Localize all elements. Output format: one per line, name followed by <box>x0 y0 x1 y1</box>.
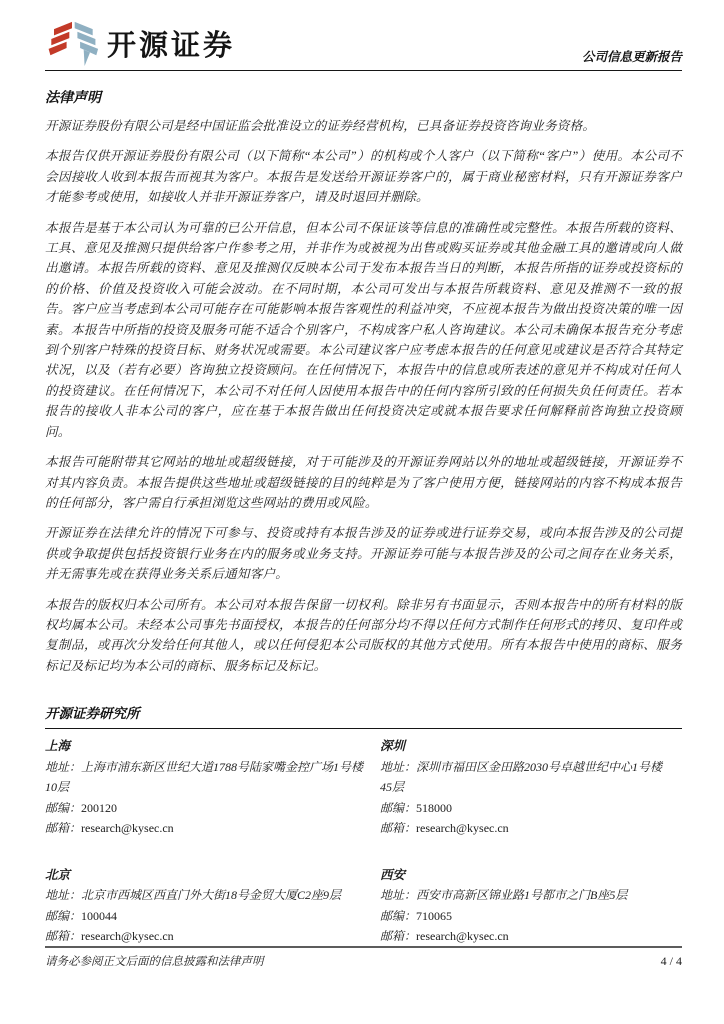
office-beijing <box>45 865 380 947</box>
email-label: 邮箱： <box>380 929 417 944</box>
zip-label: 邮编： <box>380 800 417 815</box>
address-value: 西安市高新区锦业路1号都市之门B座5层 <box>416 888 628 903</box>
zip-value: 100044 <box>81 908 118 923</box>
zip-value: 200120 <box>81 800 118 815</box>
office-email-row <box>380 818 674 839</box>
legal-paragraph-3: 本报告是基于本公司认为可靠的已公开信息，但本公司不保证该等信息的准确性或完整性。本报告所载的资料、工具、意见及推测只提供给客户作参考之用，并非作为或被视为出售或购买证券或其他金融工具的邀请或向人做出邀请。本报告所载的资料、意见及推测仅反映本公司于发布本报告当日的判断，本报告所指的证券或投资标的的价格、价值及投资收入可能会波动。在不同时期，本公司可发出与本报告所载资料、意见及推测不一致的报告。客户应当考虑到本公司可能存在可能影响本报告客观性的利益冲突，不应视本报告为做出投资决策的唯一因素。本报告中所指的投资及服务可能不适合个别客户，不构成客户私人咨询建议。本公司未确保本报告充分考虑到个别客户特殊的投资目标、财务状况或需要。本公司建议客户应考虑本报告的任何意见或建议是否符合其特定状况，以及（若有必要）咨询独立投资顾问。在任何情况下，本报告中的信息或所表述的意见并不构成对任何人的投资建议。在任何情况下，本公司不对任何人因使用本报告中的任何内容所引致的任何损失负任何责任。若本报告的接收人非本公司的客户，应在基于本报告做出任何投资决定或就本报告要求任何解释前咨询独立投资顾问。 <box>45 220 682 439</box>
office-city-label: 上海 <box>45 739 71 754</box>
offices-grid <box>45 729 682 947</box>
address-label: 地址： <box>380 759 417 774</box>
zip-value: 710065 <box>416 908 453 923</box>
brand-name: 开源证券 <box>107 30 236 62</box>
office-shenzhen <box>380 736 682 839</box>
address-value: 深圳市福田区金田路2030号卓越世纪中心1号楼45层 <box>380 759 663 795</box>
legal-paragraph-6: 本报告的版权归本公司所有。本公司对本报告保留一切权利。除非另有书面显示，否则本报告中的所有材料的版权均属本公司。未经本公司事先书面授权，本报告的任何部分均不得以任何方式制作任何形式的拷贝、复印件或复制品，或再次分发给任何其他人，或以任何侵犯本公司版权的其他方式使用。所有本报告中使用的商标、服务标记及标记均为本公司的商标、服务标记及标记。 <box>45 597 682 673</box>
email-value: research@kysec.cn <box>416 929 509 944</box>
brand-logo-icon <box>45 20 99 67</box>
zip-label: 邮编： <box>45 908 82 923</box>
address-label: 地址： <box>45 888 82 903</box>
legal-paragraph-1: 开源证券股份有限公司是经中国证监会批准设立的证券经营机构，已具备证券投资咨询业务资格。 <box>45 119 596 133</box>
email-label: 邮箱： <box>45 929 82 944</box>
office-xian <box>380 865 682 947</box>
research-institute-section <box>45 702 682 947</box>
page-number: 4 / 4 <box>660 954 682 968</box>
email-value: research@kysec.cn <box>416 821 509 836</box>
office-email-row <box>45 926 372 947</box>
office-zip-row <box>380 906 674 927</box>
brand <box>45 20 235 67</box>
office-address-row <box>45 757 372 798</box>
email-label: 邮箱： <box>45 821 82 836</box>
footer-disclaimer: 请务必参阅正文后面的信息披露和法律声明 <box>45 956 264 968</box>
office-shanghai <box>45 736 380 839</box>
footer <box>45 946 682 969</box>
office-city-label: 西安 <box>380 867 406 882</box>
legal-statement-title: 法律声明 <box>45 91 101 106</box>
header <box>45 0 682 71</box>
research-institute-title: 开源证券研究所 <box>45 702 682 729</box>
office-address-row <box>45 885 372 906</box>
legal-paragraph-5: 开源证券在法律允许的情况下可参与、投资或持有本报告涉及的证券或进行证券交易，或向本报告涉及的公司提供或争取提供包括投资银行业务在内的服务或业务支持。开源证券可能与本报告涉及的公司之间存在业务关系，并无需事先或在获得业务关系后通知客户。 <box>45 526 682 582</box>
office-zip-row <box>380 798 674 819</box>
address-label: 地址： <box>45 759 82 774</box>
office-address-row <box>380 757 674 798</box>
address-value: 北京市西城区西直门外大街18号金贸大厦C2座9层 <box>81 888 342 903</box>
address-label: 地址： <box>380 888 417 903</box>
zip-label: 邮编： <box>45 800 82 815</box>
office-email-row <box>380 926 674 947</box>
zip-label: 邮编： <box>380 908 417 923</box>
office-zip-row <box>45 906 372 927</box>
zip-value: 518000 <box>416 800 453 815</box>
legal-paragraph-2: 本报告仅供开源证券股份有限公司（以下简称“本公司”）的机构或个人客户（以下简称“客户”）使用。本公司不会因接收人收到本报告而视其为客户。本报告是发送给开源证券客户的，属于商业秘密材料，只有开源证券客户才能参考或使用，如接收人并非开源证券客户，请及时退回并删除。 <box>45 149 682 205</box>
office-city-label: 深圳 <box>380 739 406 754</box>
legal-statement-section <box>45 87 682 676</box>
email-label: 邮箱： <box>380 821 417 836</box>
email-value: research@kysec.cn <box>81 929 174 944</box>
office-email-row <box>45 818 372 839</box>
email-value: research@kysec.cn <box>81 821 174 836</box>
office-address-row <box>380 885 674 906</box>
office-city-label: 北京 <box>45 867 71 882</box>
address-value: 上海市浦东新区世纪大道1788号陆家嘴金控广场1号楼10层 <box>45 759 364 795</box>
legal-paragraph-4: 本报告可能附带其它网站的地址或超级链接，对于可能涉及的开源证券网站以外的地址或超级链接，开源证券不对其内容负责。本报告提供这些地址或超级链接的目的纯粹是为了客户使用方便，链接网站的内容不构成本报告的任何部分，客户需自行承担浏览这些网站的费用或风险。 <box>45 455 682 510</box>
report-type-label: 公司信息更新报告 <box>581 50 682 64</box>
office-zip-row <box>45 798 372 819</box>
